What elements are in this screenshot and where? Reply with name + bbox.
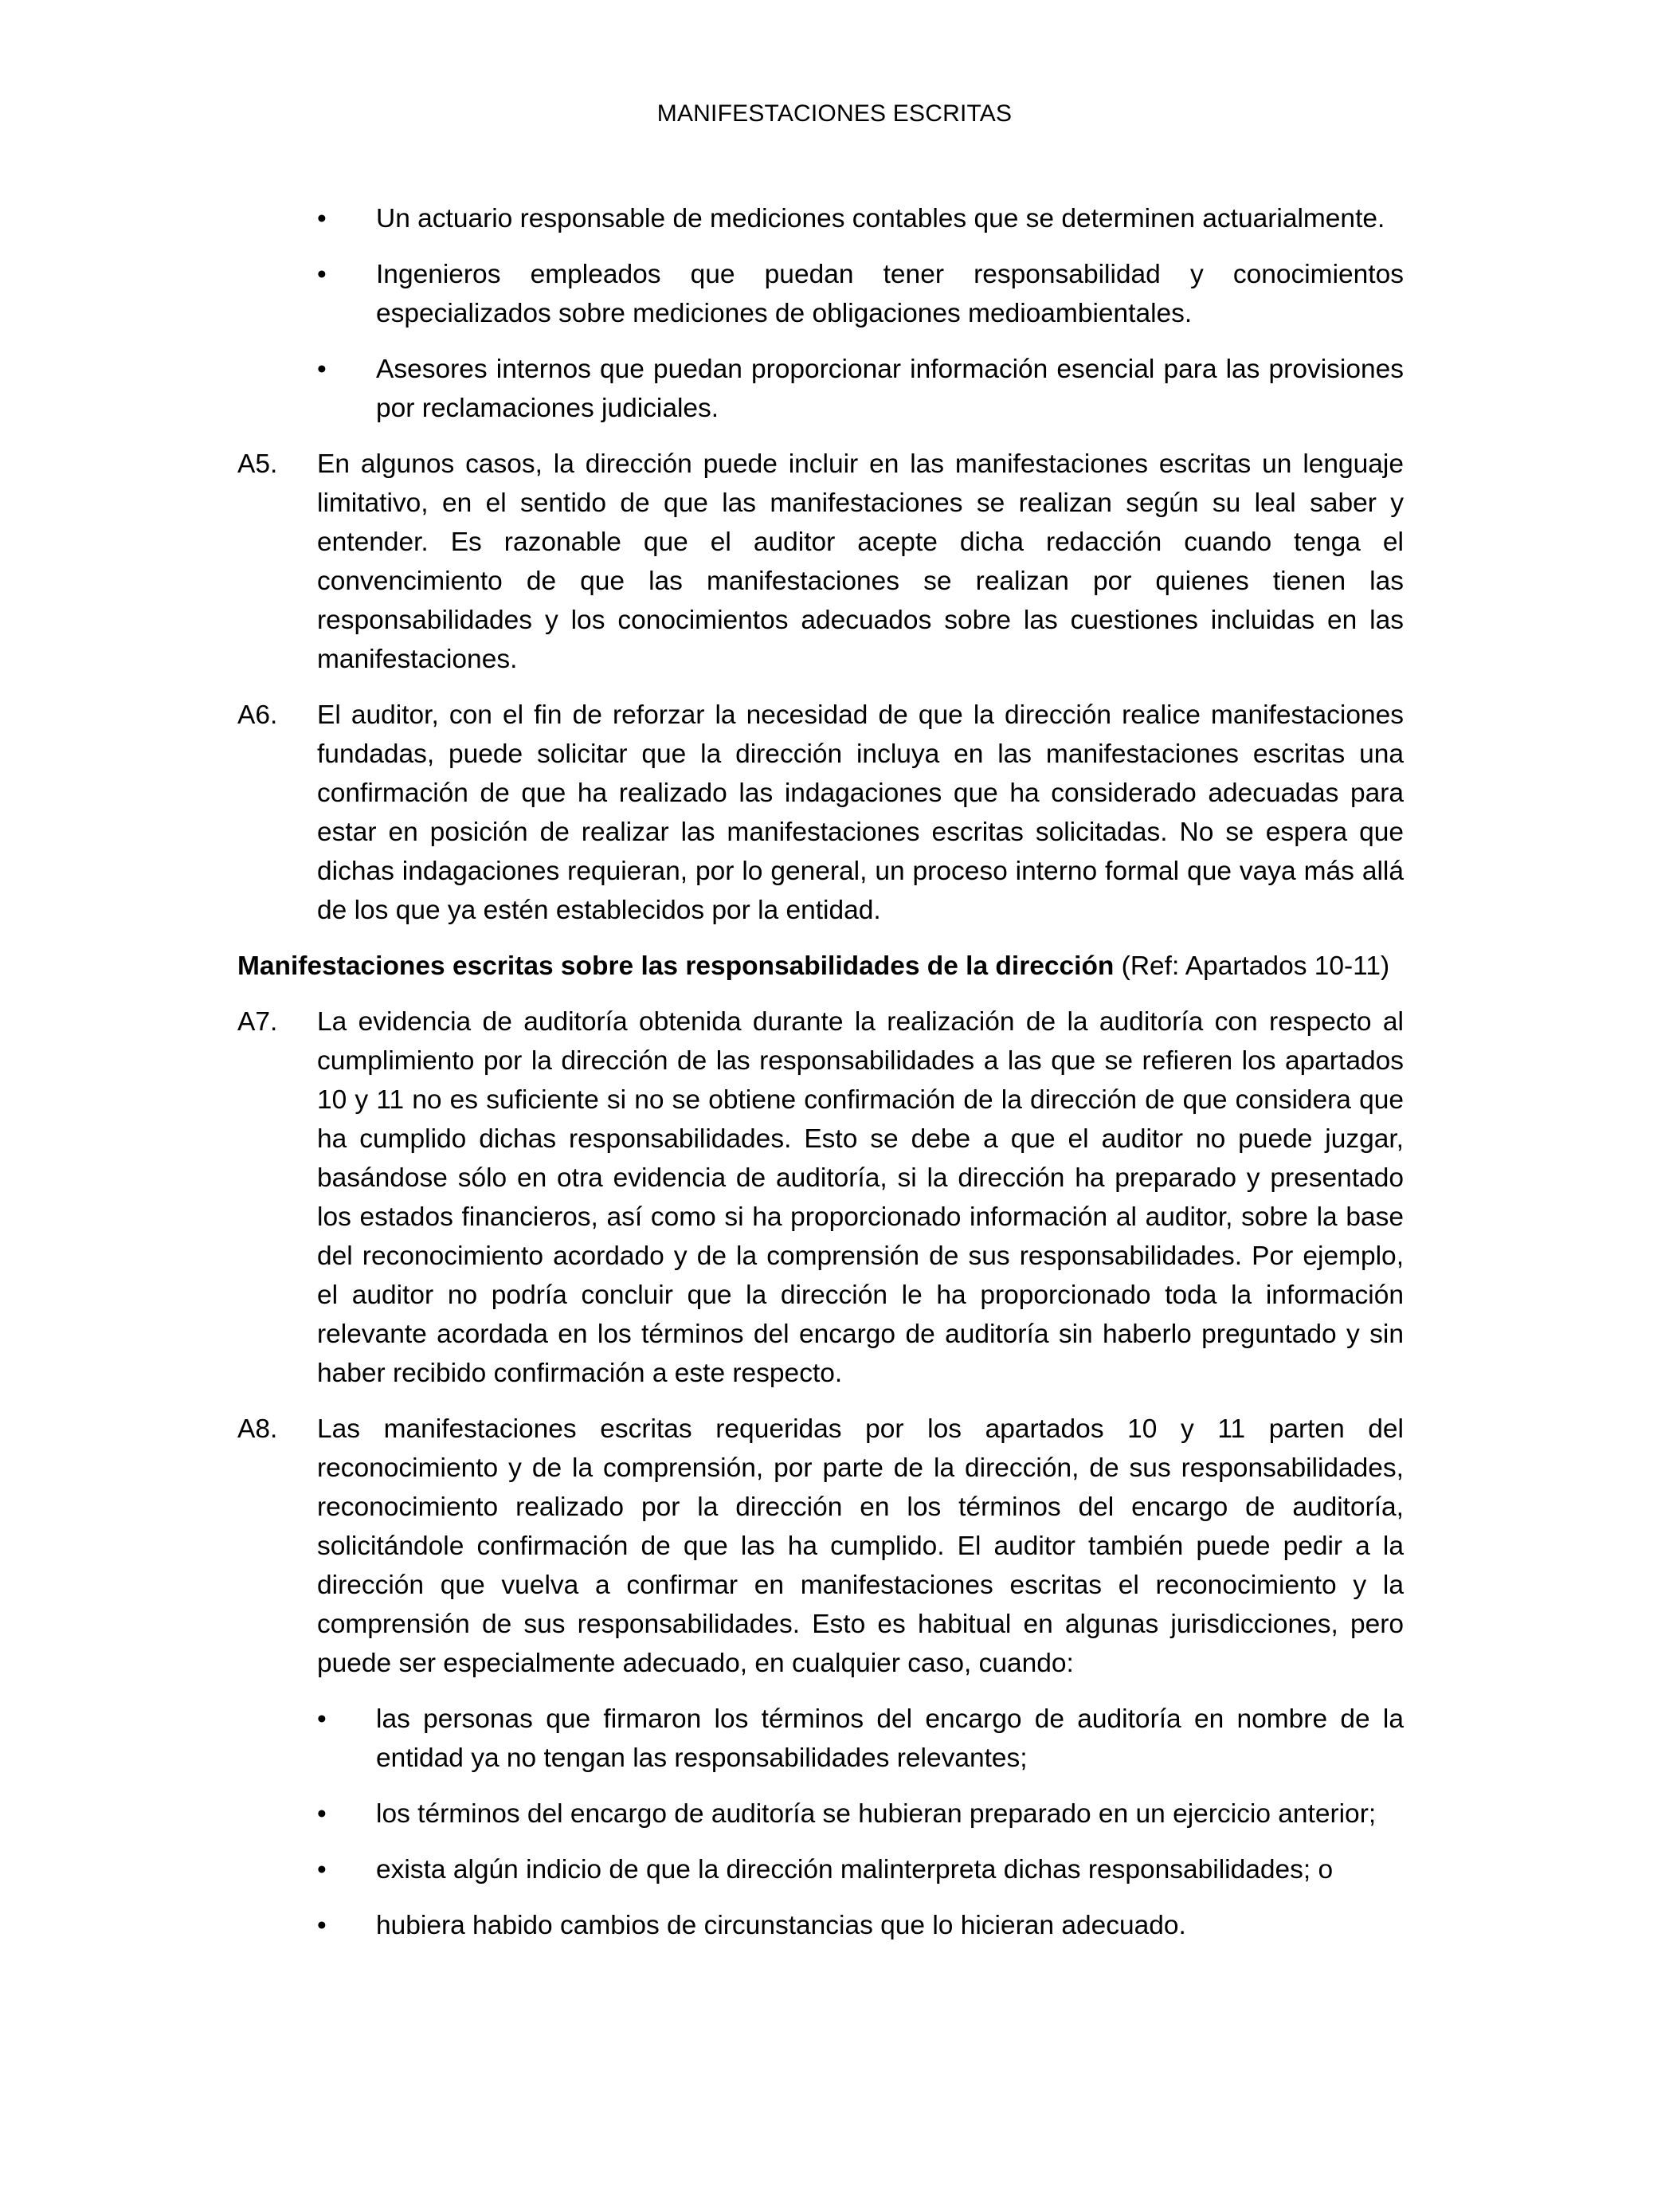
- paragraph-number: A6.: [237, 700, 278, 730]
- paragraph-a5: [237, 445, 1404, 679]
- paragraph-text: El auditor, con el fin de reforzar la necesidad de que la dirección realice manifestaciones fundadas, puede solicitar que la dirección incluya en las manifestaciones escritas una confirmación de que ha realizado las indagaciones que ha considerado adecuadas para estar en posición de realizar las manifestaciones escritas solicitadas. No se espera que dichas indagaciones requieran, por lo general, un proceso interno formal que vaya más allá de los que ya estén establecidos por la entidad.: [317, 700, 1404, 925]
- bullet-text: Ingenieros empleados que puedan tener responsabilidad y conocimientos especializados sobre mediciones de obligaciones medioambientales.: [376, 260, 1404, 328]
- bullet-item: [237, 350, 1404, 428]
- bullet-text: exista algún indicio de que la dirección malinterpreta dichas responsabilidades; o: [376, 1855, 1334, 1885]
- bullet-marker: •: [317, 355, 327, 384]
- page-header-title: MANIFESTACIONES ESCRITAS: [656, 100, 1013, 127]
- bullet-marker: •: [317, 204, 327, 233]
- bullet-text: Asesores internos que puedan proporcionar información esencial para las provisiones por reclamaciones judiciales.: [376, 355, 1404, 423]
- paragraph-text: Las manifestaciones escritas requeridas por los apartados 10 y 11 parten del reconocimiento y de la comprensión, por parte de la dirección, de sus responsabilidades, reconocimiento realizado por la dirección en los términos del encargo de auditoría, solicitándole confirmación de que las ha cumplido. El auditor también puede pedir a la dirección que vuelva a confirmar en manifestaciones escritas el reconocimiento y la comprensión de sus responsabilidades. Esto es habitual en algunas jurisdicciones, pero puede ser especialmente adecuado, en cualquier caso, cuando:: [317, 1414, 1404, 1678]
- bullet-text: Un actuario responsable de mediciones contables que se determinen actuarialmente.: [376, 204, 1385, 233]
- paragraph-a6: [237, 696, 1404, 930]
- section-heading: [237, 947, 1404, 986]
- document-body: [237, 199, 1404, 1962]
- bullet-marker: •: [317, 1799, 327, 1829]
- bullet-marker: •: [317, 1911, 327, 1940]
- paragraph-a8: [237, 1410, 1404, 1683]
- bullet-item: [237, 1700, 1404, 1778]
- bullet-item: [237, 1906, 1404, 1945]
- paragraph-a7: [237, 1002, 1404, 1393]
- bullet-text: hubiera habido cambios de circunstancias que lo hicieran adecuado.: [376, 1911, 1186, 1940]
- paragraph-number: A8.: [237, 1414, 278, 1444]
- paragraph-text: En algunos casos, la dirección puede incluir en las manifestaciones escritas un lenguaje limitativo, en el sentido de que las manifestaciones se realizan según su leal saber y entender. Es razonable que el auditor acepte dicha redacción cuando tenga el convencimiento de que las manifestaciones se realizan por quienes tienen las responsabilidades y los conocimientos adecuados sobre las cuestiones incluidas en las manifestaciones.: [317, 449, 1404, 674]
- bullet-marker: •: [317, 1704, 327, 1734]
- bullet-text: las personas que firmaron los términos del encargo de auditoría en nombre de la entidad ya no tengan las responsabilidades relevantes;: [376, 1704, 1404, 1773]
- bullet-item: [237, 1794, 1404, 1834]
- bullet-marker: •: [317, 1855, 327, 1885]
- paragraph-text: La evidencia de auditoría obtenida durante la realización de la auditoría con respecto al cumplimiento por la dirección de las responsabilidades a las que se refieren los apartados 10 y 11 no es suficiente si no se obtiene confirmación de la dirección de que considera que ha cumplido dichas responsabilidades. Esto se debe a que el auditor no puede juzgar, basándose sólo en otra evidencia de auditoría, si la dirección ha preparado y presentado los estados financieros, así como si ha proporcionado información al auditor, sobre la base del reconocimiento acordado y de la comprensión de sus responsabilidades. Por ejemplo, el auditor no podría concluir que la dirección le ha proporcionado toda la información relevante acordada en los términos del encargo de auditoría sin haberlo preguntado y sin haber recibido confirmación a este respecto.: [317, 1007, 1404, 1388]
- paragraph-number: A5.: [237, 449, 278, 479]
- section-heading-title: Manifestaciones escritas sobre las responsabilidades de la dirección: [237, 951, 1115, 981]
- bullet-text: los términos del encargo de auditoría se hubieran preparado en un ejercicio anterior;: [376, 1799, 1377, 1829]
- bullet-item: [237, 199, 1404, 238]
- section-heading-reference: (Ref: Apartados 10-11): [1114, 951, 1390, 981]
- bullet-item: [237, 255, 1404, 333]
- paragraph-number: A7.: [237, 1007, 278, 1037]
- bullet-marker: •: [317, 260, 327, 289]
- bullet-item: [237, 1850, 1404, 1889]
